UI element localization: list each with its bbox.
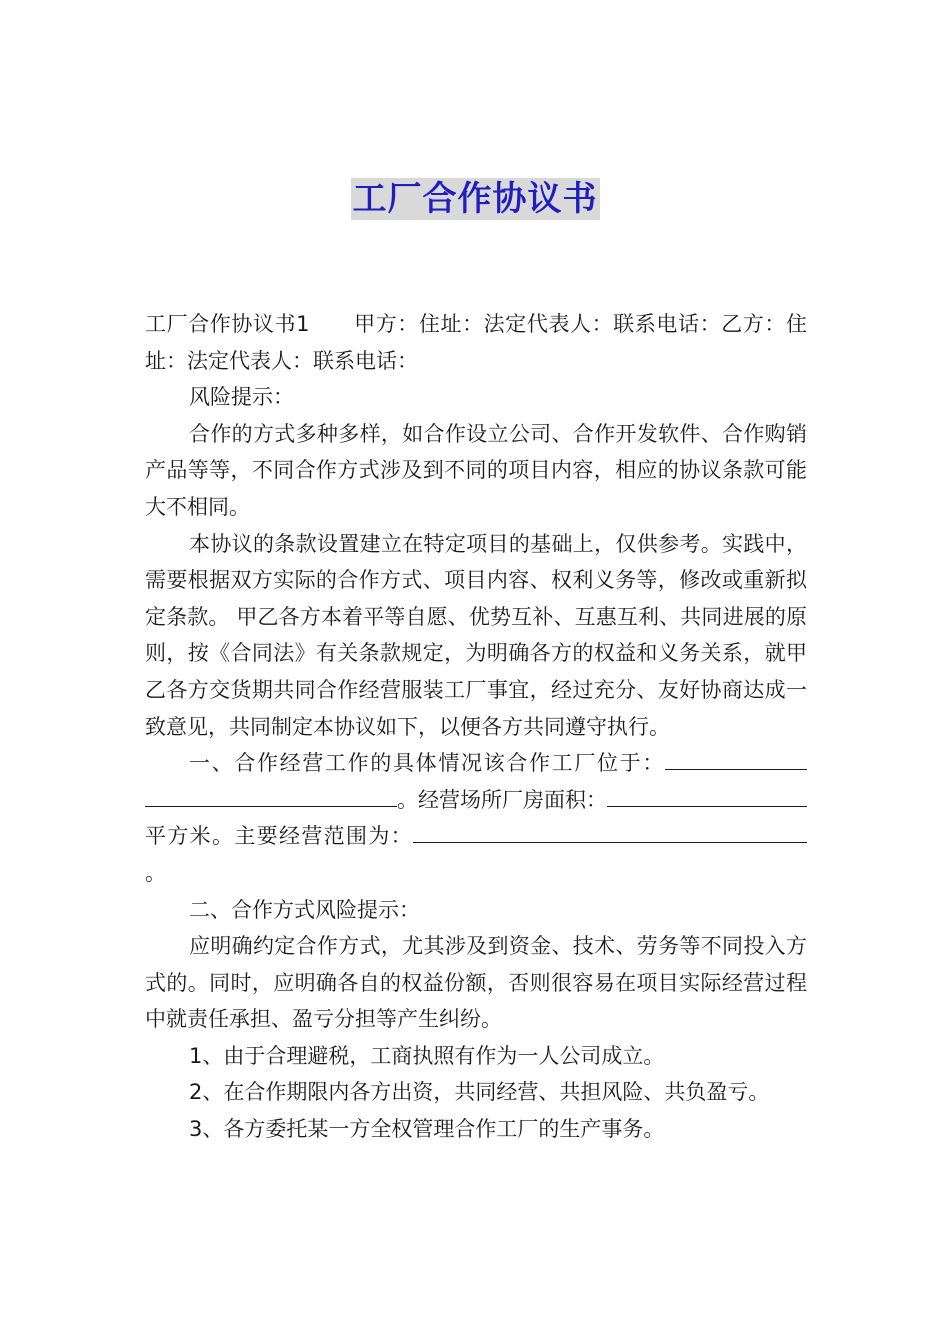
intro-heading: 工厂合作协议书1 [145,312,310,336]
area-blank-line-cont [787,784,807,807]
location-blank-line [665,747,807,770]
scope-blank-line [413,820,779,843]
location-blank-line-cont [145,784,397,807]
scope-blank-line-cont [779,820,807,843]
section-1-end: 。 [145,860,166,885]
section-1-location-label: 一、合作经营工作的具体情况该合作工厂位于： [189,751,665,776]
list-item: 1、由于合理避税，工商执照有作为一人公司成立。 [189,1043,665,1068]
section-1-paragraph [145,745,807,891]
title-area [0,178,950,220]
risk-label: 风险提示： [189,385,294,410]
area-blank-line [607,784,787,807]
section-1-scope-label: 平方米。主要经营范围为： [145,824,413,849]
risk-paragraph-1: 合作的方式多种多样，如合作设立公司、合作开发软件、合作购销产品等等，不同合作方式涉及到不同的项目内容，相应的协议条款可能大不相同。 [145,421,807,519]
document-title: 工厂合作协议书 [352,179,598,219]
section-2-paragraph: 应明确约定合作方式，尤其涉及到资金、技术、劳务等不同投入方式的。同时，应明确各自的权益份额，否则很容易在项目实际经营过程中就责任承担、盈亏分担等产生纠纷。 [145,934,807,1032]
risk-paragraph-2: 本协议的条款设置建立在特定项目的基础上，仅供参考。实践中，需要根据双方实际的合作方式、项目内容、权利义务等，修改或重新拟定条款。 甲乙各方本着平等自愿、优势互补、互惠互利、共同进展的原则，按《合同法》有关条款规定，为明确各方的权益和义务关系，就甲乙各方交货期共同合作经营服装工厂事宜，经过充分、友好协商达成一致意见，共同制定本协议如下，以便各方共同遵守执行。 [145,531,807,739]
intro-paragraph [145,306,807,379]
section-2-heading: 二、合作方式风险提示： [189,897,420,922]
list-item: 3、各方委托某一方全权管理合作工厂的生产事务。 [189,1117,665,1142]
intro-parties: 甲方：住址：法定代表人：联系电话：乙方：住址：法定代表人：联系电话： [145,312,807,373]
list-item: 2、在合作期限内各方出资，共同经营、共担风险、共负盈亏。 [189,1080,770,1105]
section-1-area-label: 。经营场所厂房面积： [397,787,607,812]
document-body [145,306,807,1148]
